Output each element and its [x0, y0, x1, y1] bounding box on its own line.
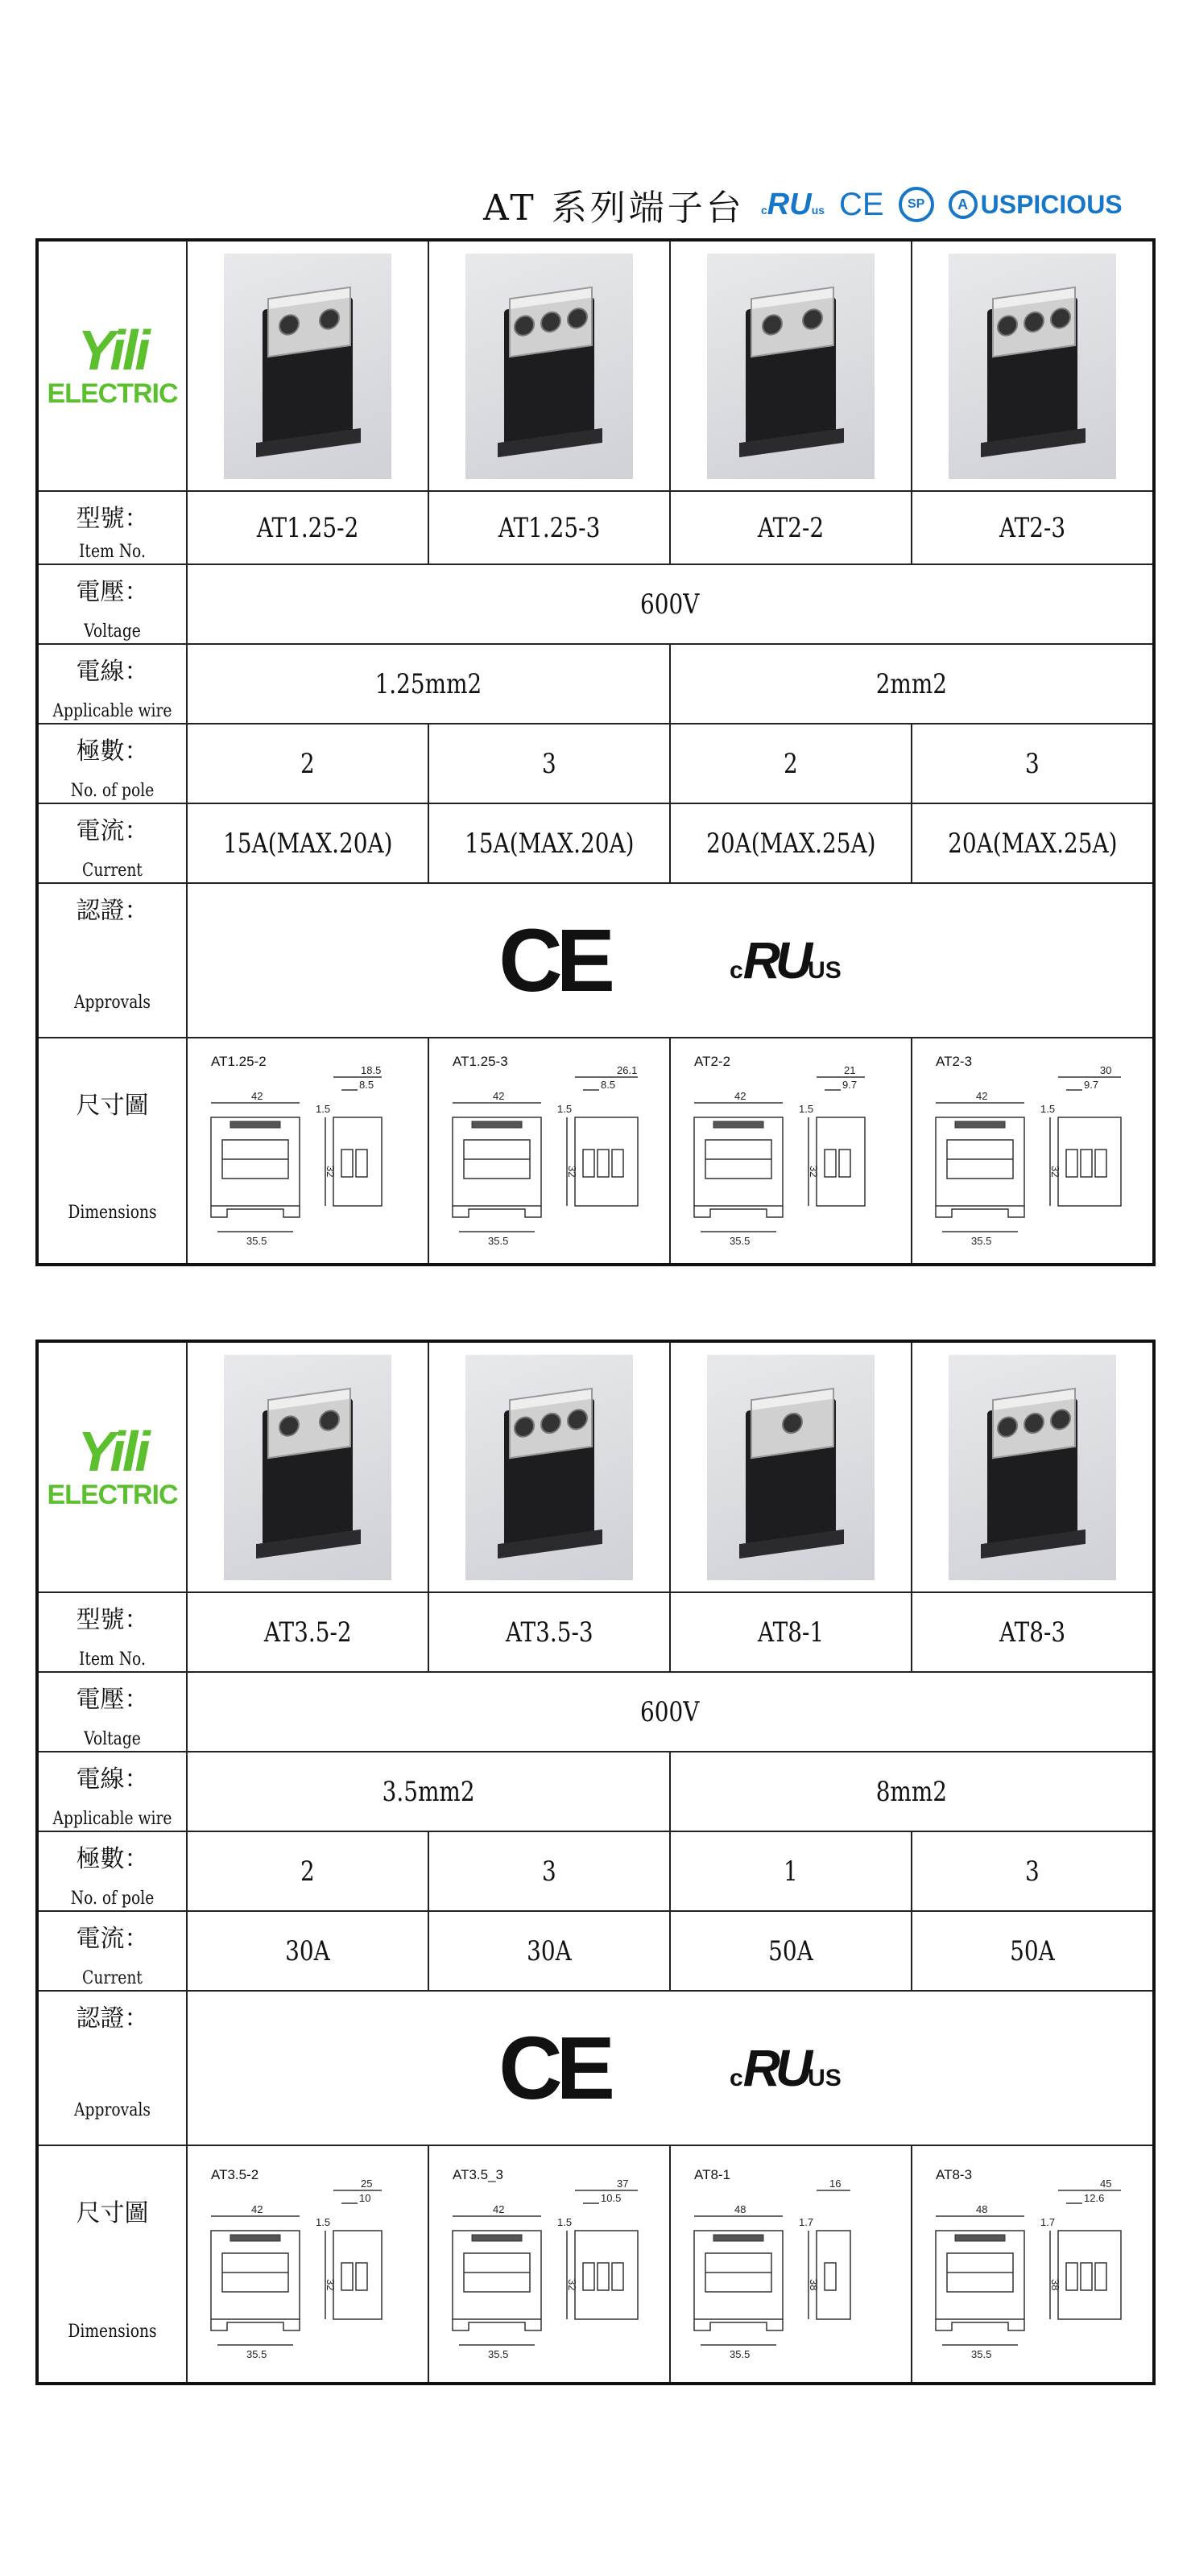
front-view-outline [694, 1117, 783, 1206]
pole-cell: 2 [670, 724, 912, 803]
current-cell: 50A [670, 1911, 912, 1991]
pole-cell: 2 [187, 1831, 428, 1911]
current-cell: 15A(MAX.20A) [428, 803, 670, 883]
height-dimension-value: 32 [325, 2278, 337, 2290]
terminal-block-photo [949, 1355, 1116, 1580]
dimension-drawing-cell [428, 2145, 670, 2384]
voltage-cell: 600V [187, 564, 1154, 644]
ce-mark-icon: CE [498, 2018, 609, 2118]
width-dimension-value: 48 [734, 2202, 746, 2215]
side-view-terminal [1081, 2263, 1092, 2290]
pitch-dimension-value: 8.5 [601, 1078, 616, 1091]
side-view-outline [1058, 1117, 1121, 1206]
side-view-terminal [612, 1150, 623, 1177]
offset-dimension-value: 1.5 [316, 2215, 331, 2228]
item-cell: AT3.5-2 [187, 1592, 428, 1672]
side-view-terminal [1081, 1150, 1092, 1177]
item-label: 型號： Item No. [37, 491, 187, 564]
width-dimension-value: 42 [976, 1089, 988, 1102]
current-cell: 30A [187, 1911, 428, 1991]
pole-cell: 2 [187, 724, 428, 803]
item-cell: AT2-2 [670, 491, 912, 564]
height-dimension-value: 32 [325, 1165, 337, 1177]
front-view-foot [211, 2319, 300, 2330]
width-dimension-value: 42 [493, 2202, 505, 2215]
current-cell: 15A(MAX.20A) [187, 803, 428, 883]
dimension-drawing [195, 1045, 420, 1254]
side-view-terminal [583, 2263, 594, 2290]
front-view-label-plate [472, 1121, 522, 1128]
base-dimension-value: 35.5 [488, 1234, 509, 1247]
product-photo [428, 1341, 670, 1592]
front-view-foot [694, 2319, 783, 2330]
side-view-outline [333, 1117, 382, 1206]
side-view-terminal [341, 1150, 353, 1177]
drawing-title: AT8-1 [694, 2166, 731, 2182]
side-view-terminal [825, 2263, 836, 2290]
side-view-terminal [825, 1150, 836, 1177]
wire-label: 電線： Applicable wire [37, 1752, 187, 1831]
pitch-dimension-value: 12.6 [1084, 2191, 1105, 2204]
ce-logo: CE [839, 186, 884, 222]
pitch-dimension-value: 8.5 [359, 1078, 374, 1091]
side-view-outline [575, 1117, 638, 1206]
dimension-drawing-cell [187, 2145, 428, 2384]
product-photo [912, 240, 1154, 491]
approvals-label: 認證： Approvals [37, 883, 187, 1038]
side-view-terminal [583, 1150, 594, 1177]
page-title: AT 系列端子台 [483, 188, 745, 229]
brand-text: ELECTRIC [47, 378, 178, 409]
drawing-title: AT1.25-3 [453, 1053, 508, 1069]
front-view-label-plate [955, 1121, 1005, 1128]
wire-cell: 3.5mm2 [187, 1752, 670, 1831]
item-cell: AT1.25-2 [187, 491, 428, 564]
approvals-cell [187, 1991, 1154, 2145]
base-dimension-value: 35.5 [246, 2347, 267, 2360]
width-dimension-value: 42 [251, 2202, 263, 2215]
voltage-label: 電壓： Voltage [37, 564, 187, 644]
height-dimension-value: 32 [566, 1165, 578, 1177]
terminal-block-photo [465, 254, 633, 479]
pole-label: 極數： No. of pole [37, 724, 187, 803]
offset-dimension-value: 1.5 [316, 1102, 331, 1115]
side-view-terminal [1095, 1150, 1106, 1177]
base-dimension-value: 35.5 [488, 2347, 509, 2360]
current-cell: 20A(MAX.25A) [912, 803, 1154, 883]
item-cell: AT8-1 [670, 1592, 912, 1672]
side-view-terminal [341, 2263, 353, 2290]
front-view-outline [211, 1117, 300, 1206]
side-view-terminal [356, 1150, 367, 1177]
wire-cell: 2mm2 [670, 644, 1154, 724]
depth-dimension-value: 45 [1100, 2177, 1112, 2190]
yili-logo-icon: Yili [77, 1420, 147, 1483]
drawing-title: AT8-3 [936, 2166, 973, 2182]
offset-dimension-value: 1.7 [799, 2215, 814, 2228]
terminal-block-photo [949, 254, 1116, 479]
front-view-foot [453, 1206, 541, 1217]
pole-cell: 1 [670, 1831, 912, 1911]
side-view-outline [817, 2231, 850, 2319]
side-view-outline [1058, 2231, 1121, 2319]
ul-mark-icon: cRUUS [730, 931, 842, 989]
item-cell: AT1.25-3 [428, 491, 670, 564]
front-view-outline [936, 1117, 1024, 1206]
front-view-label-plate [713, 2235, 763, 2241]
voltage-cell: 600V [187, 1672, 1154, 1752]
side-view-terminal [839, 1150, 850, 1177]
ce-mark-icon: CE [498, 910, 609, 1010]
front-view-outline [211, 2231, 300, 2319]
width-dimension-value: 42 [251, 1089, 263, 1102]
certification-logos [761, 182, 1123, 227]
drawing-title: AT3.5_3 [453, 2166, 504, 2182]
current-label: 電流： Current [37, 1911, 187, 1991]
base-dimension-value: 35.5 [730, 1234, 751, 1247]
drawing-title: AT3.5-2 [211, 2166, 259, 2182]
front-view-label-plate [713, 1121, 763, 1128]
depth-dimension-value: 25 [361, 2177, 373, 2190]
front-view-foot [936, 2319, 1024, 2330]
side-view-terminal [612, 2263, 623, 2290]
terminal-block-photo [224, 1355, 391, 1580]
dimension-drawing [920, 1045, 1145, 1254]
dimension-drawing [920, 2158, 1145, 2368]
item-label: 型號： Item No. [37, 1592, 187, 1672]
base-dimension-value: 35.5 [730, 2347, 751, 2360]
current-label: 電流： Current [37, 803, 187, 883]
pole-label: 極數： No. of pole [37, 1831, 187, 1911]
product-photo [912, 1341, 1154, 1592]
front-view-label-plate [472, 2235, 522, 2241]
offset-dimension-value: 1.7 [1040, 2215, 1056, 2228]
approvals-cell [187, 883, 1154, 1038]
depth-dimension-value: 30 [1100, 1063, 1112, 1076]
front-view-label-plate [955, 2235, 1005, 2241]
dimension-drawing-cell [670, 2145, 912, 2384]
dimension-drawing [678, 1045, 904, 1254]
product-photo [187, 240, 428, 491]
drawing-title: AT1.25-2 [211, 1053, 267, 1069]
depth-dimension-value: 16 [829, 2177, 842, 2190]
dimension-drawing-cell [912, 2145, 1154, 2384]
pole-cell: 3 [428, 1831, 670, 1911]
wire-cell: 1.25mm2 [187, 644, 670, 724]
side-view-terminal [356, 2263, 367, 2290]
front-view-foot [211, 1206, 300, 1217]
spec-table-1 [35, 238, 1156, 1266]
front-view-outline [694, 2231, 783, 2319]
auspicious-logo: A USPICIOUS [949, 190, 1123, 220]
dimensions-label: 尺寸圖 Dimensions [37, 1038, 187, 1265]
product-photo [428, 240, 670, 491]
brand-text: ELECTRIC [47, 1480, 178, 1510]
front-view-foot [453, 2319, 541, 2330]
base-dimension-value: 35.5 [971, 1234, 992, 1247]
width-dimension-value: 42 [493, 1089, 505, 1102]
offset-dimension-value: 1.5 [557, 1102, 573, 1115]
dimension-drawing [436, 1045, 662, 1254]
base-dimension-value: 35.5 [971, 2347, 992, 2360]
item-cell: AT8-3 [912, 1592, 1154, 1672]
item-cell: AT3.5-3 [428, 1592, 670, 1672]
item-cell: AT2-3 [912, 491, 1154, 564]
wire-cell: 8mm2 [670, 1752, 1154, 1831]
side-view-outline [817, 1117, 865, 1206]
terminal-block-photo [465, 1355, 633, 1580]
side-view-terminal [1066, 2263, 1077, 2290]
drawing-title: AT2-2 [694, 1053, 731, 1069]
height-dimension-value: 38 [1049, 2278, 1061, 2290]
ul-mark-icon: cRUUS [730, 2039, 842, 2097]
pitch-dimension-value: 10.5 [601, 2191, 622, 2204]
wire-label: 電線： Applicable wire [37, 644, 187, 724]
brand-logo-cell [37, 1341, 187, 1592]
yili-logo-icon: Yili [77, 319, 147, 382]
terminal-block-photo [707, 254, 875, 479]
dimension-drawing [195, 2158, 420, 2368]
front-view-outline [453, 1117, 541, 1206]
pole-cell: 3 [912, 1831, 1154, 1911]
spec-table-2 [35, 1340, 1156, 2385]
side-view-terminal [1095, 2263, 1106, 2290]
csa-logo: SP [899, 187, 934, 222]
pole-cell: 3 [912, 724, 1154, 803]
depth-dimension-value: 37 [617, 2177, 629, 2190]
brand-logo-cell [37, 240, 187, 491]
height-dimension-value: 32 [566, 2278, 578, 2290]
front-view-foot [936, 1206, 1024, 1217]
side-view-terminal [598, 1150, 609, 1177]
drawing-title: AT2-3 [936, 1053, 973, 1069]
front-view-foot [694, 1206, 783, 1217]
side-view-terminal [1066, 1150, 1077, 1177]
side-view-terminal [598, 2263, 609, 2290]
offset-dimension-value: 1.5 [1040, 1102, 1056, 1115]
depth-dimension-value: 18.5 [361, 1063, 382, 1076]
front-view-label-plate [230, 2235, 280, 2241]
base-dimension-value: 35.5 [246, 1234, 267, 1247]
culus-logo: cRUus [761, 187, 825, 221]
front-view-outline [936, 2231, 1024, 2319]
depth-dimension-value: 26.1 [617, 1063, 638, 1076]
pitch-dimension-value: 9.7 [842, 1078, 858, 1091]
pole-cell: 3 [428, 724, 670, 803]
terminal-block-photo [224, 254, 391, 479]
height-dimension-value: 38 [808, 2278, 820, 2290]
width-dimension-value: 42 [734, 1089, 746, 1102]
dimension-drawing-cell [187, 1038, 428, 1265]
front-view-label-plate [230, 1121, 280, 1128]
pitch-dimension-value: 10 [359, 2191, 371, 2204]
dimensions-label: 尺寸圖 Dimensions [37, 2145, 187, 2384]
dimension-drawing-cell [912, 1038, 1154, 1265]
width-dimension-value: 48 [976, 2202, 988, 2215]
pitch-dimension-value: 9.7 [1084, 1078, 1099, 1091]
current-cell: 50A [912, 1911, 1154, 1991]
dimension-drawing [436, 2158, 662, 2368]
voltage-label: 電壓： Voltage [37, 1672, 187, 1752]
dimension-drawing-cell [428, 1038, 670, 1265]
product-photo [670, 1341, 912, 1592]
side-view-outline [333, 2231, 382, 2319]
offset-dimension-value: 1.5 [557, 2215, 573, 2228]
approvals-label: 認證： Approvals [37, 1991, 187, 2145]
height-dimension-value: 32 [808, 1165, 820, 1177]
product-photo [187, 1341, 428, 1592]
terminal-block-photo [707, 1355, 875, 1580]
height-dimension-value: 32 [1049, 1165, 1061, 1177]
side-view-outline [575, 2231, 638, 2319]
depth-dimension-value: 21 [844, 1063, 856, 1076]
offset-dimension-value: 1.5 [799, 1102, 814, 1115]
dimension-drawing-cell [670, 1038, 912, 1265]
product-photo [670, 240, 912, 491]
front-view-outline [453, 2231, 541, 2319]
current-cell: 30A [428, 1911, 670, 1991]
dimension-drawing [678, 2158, 904, 2368]
current-cell: 20A(MAX.25A) [670, 803, 912, 883]
